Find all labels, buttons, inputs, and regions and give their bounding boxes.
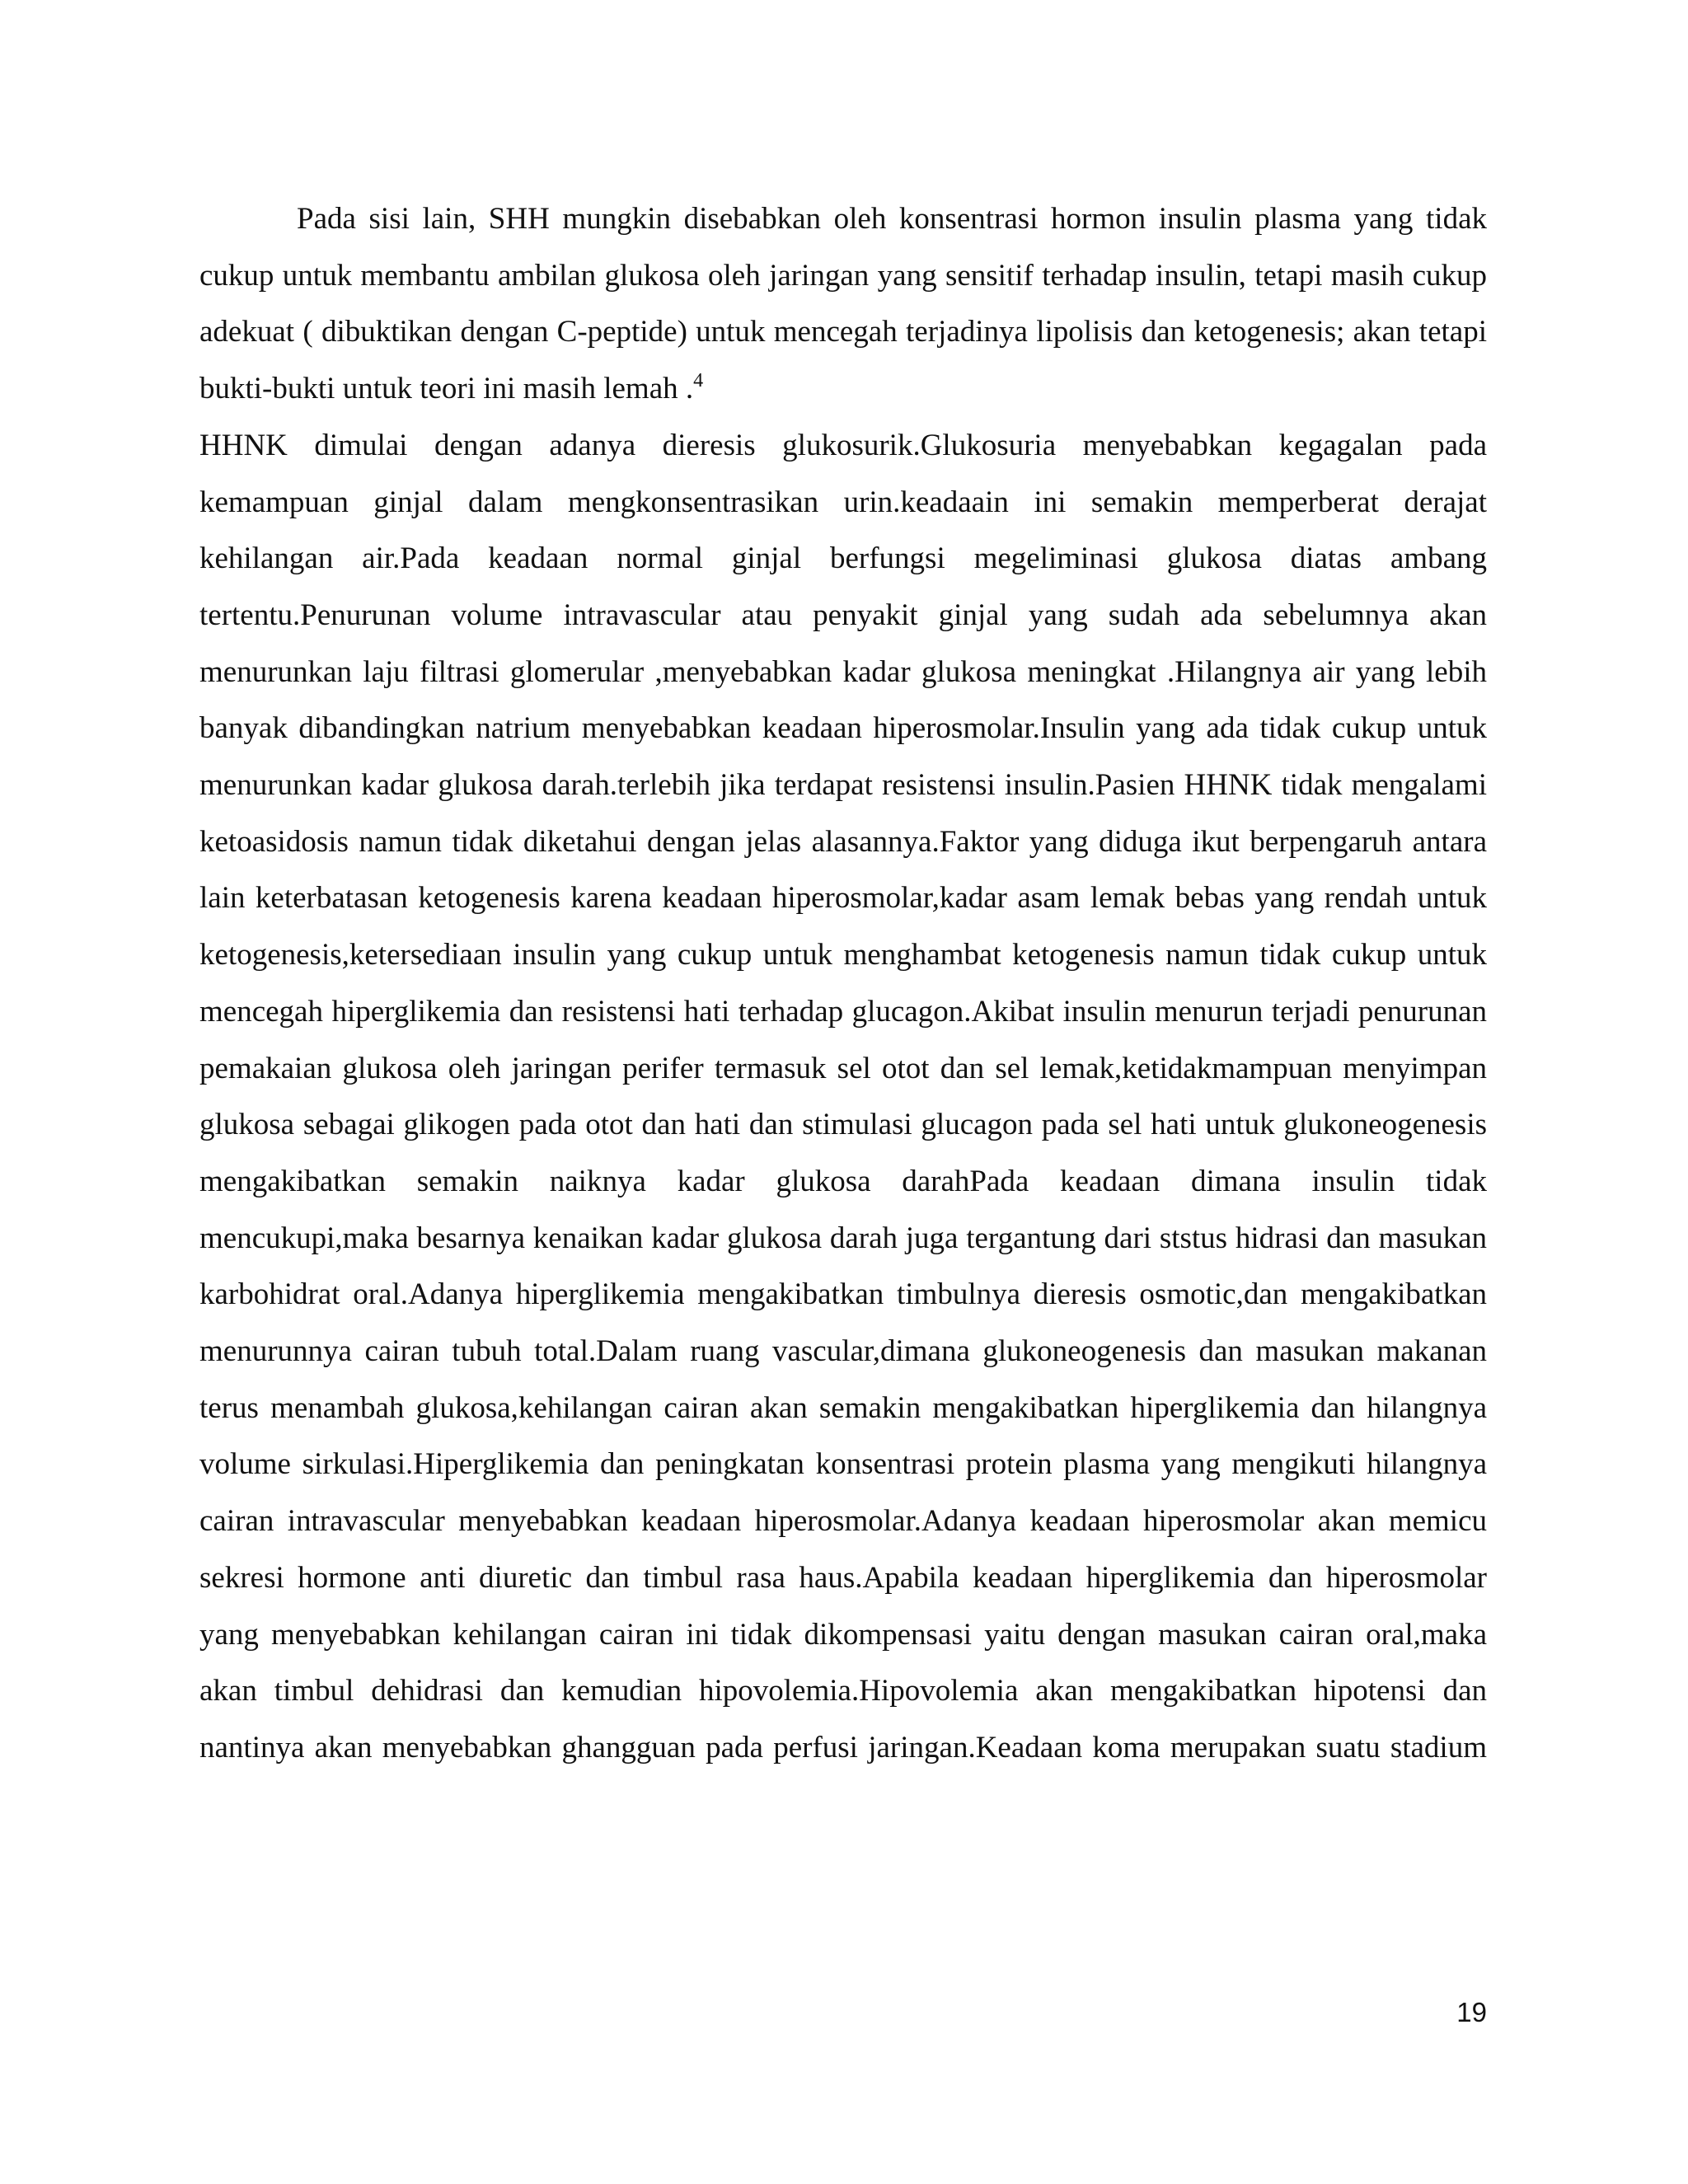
page-number: 19 xyxy=(1456,1997,1487,2027)
paragraph-hhnk-pathophysiology: HHNK dimulai dengan adanya dieresis glukosurik.Glukosuria menyebabkan kegagalan pada kemampuan ginjal dalam mengkonsentrasikan urin.keadaain ini semakin memperberat derajat kehilangan air.Pada keadaan normal ginjal berfungsi megeliminasi glukosa diatas ambang tertentu.Penurunan volume intravascular atau penyakit ginjal yang sudah ada sebelumnya akan menurunkan laju filtrasi glomerular ,menyebabkan kadar glukosa meningkat .Hilangnya air yang lebih banyak dibandingkan natrium menyebabkan keadaan hiperosmolar.Insulin yang ada tidak cukup untuk menurunkan kadar glukosa darah.terlebih jika terdapat resistensi insulin.Pasien HHNK tidak mengalami ketoasidosis namun tidak diketahui dengan jelas alasannya.Faktor yang diduga ikut berpengaruh antara lain keterbatasan ketogenesis karena keadaan hiperosmolar,kadar asam lemak bebas yang rendah untuk ketogenesis,ketersediaan insulin yang cukup untuk menghambat ketogenesis namun tidak cukup untuk mencegah hiperglikemia dan resistensi hati terhadap glucagon.Akibat insulin menurun terjadi penurunan pemakaian glukosa oleh jaringan perifer termasuk sel otot dan sel lemak,ketidakmampuan menyimpan glukosa sebagai glikogen pada otot dan hati dan stimulasi glucagon pada sel hati untuk glukoneogenesis mengakibatkan semakin naiknya kadar glukosa darahPada keadaan dimana insulin tidak mencukupi,maka besarnya kenaikan kadar glukosa darah juga tergantung dari ststus hidrasi dan masukan karbohidrat oral.Adanya hiperglikemia mengakibatkan timbulnya dieresis osmotic,dan mengakibatkan menurunnya cairan tubuh total.Dalam ruang vascular,dimana glukoneogenesis dan masukan makanan terus menambah glukosa,kehilangan cairan akan semakin mengakibatkan hiperglikemia dan hilangnya volume sirkulasi.Hiperglikemia dan peningkatan konsentrasi protein plasma yang mengikuti hilangnya cairan intravascular menyebabkan keadaan hiperosmolar.Adanya keadaan hiperosmolar akan memicu sekresi hormone anti diuretic dan timbul rasa haus.Apabila keadaan hiperglikemia dan hiperosmolar yang menyebabkan kehilangan cairan ini tidak dikompensasi yaitu dengan masukan cairan oral,maka akan timbul dehidrasi dan kemudian hipovolemia.Hipovolemia akan mengakibatkan hipotensi dan nantinya akan menyebabkan ghangguan pada perfusi jaringan.Keadaan koma merupakan suatu stadium xyxy=(199,428,1487,1765)
paragraph-1-text: Pada sisi lain, SHH mungkin disebabkan oleh konsentrasi hormon insulin plasma yang tidak cukup untuk membantu ambilan glukosa oleh jaringan yang sensitif terhadap insulin, tetapi masih cukup adekuat ( dibuktikan dengan C-peptide) untuk mencegah terjadinya lipolisis dan ketogenesis; akan tetapi bukti-bukti untuk teori ini masih lemah . xyxy=(199,202,1487,406)
citation-superscript: 4 xyxy=(693,370,704,392)
body-text xyxy=(199,191,1487,1777)
paragraph-shh-insulin xyxy=(199,191,1487,418)
